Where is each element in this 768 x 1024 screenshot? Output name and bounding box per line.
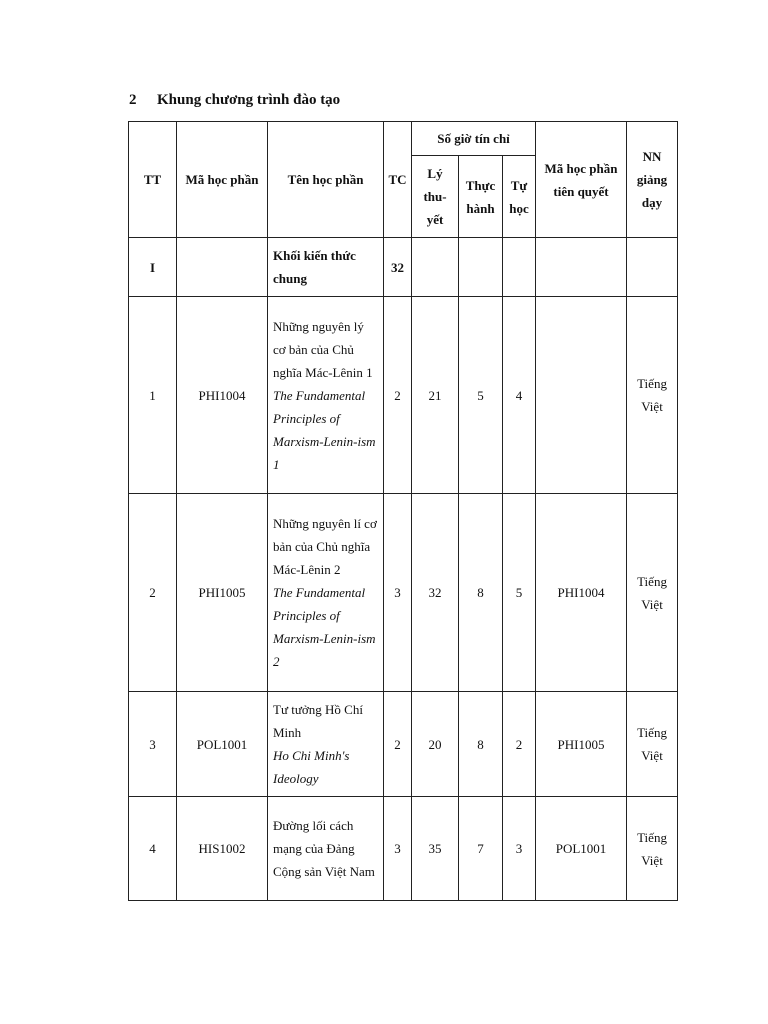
course-prereq bbox=[536, 297, 627, 494]
group-tt: I bbox=[129, 238, 177, 297]
header-code: Mã học phần bbox=[177, 122, 268, 238]
table-row bbox=[129, 797, 678, 901]
group-name: Khối kiến thức chung bbox=[268, 238, 384, 297]
table-row bbox=[129, 692, 678, 797]
course-name-en: Ho Chi Minh's Ideology bbox=[273, 748, 350, 786]
header-tt: TT bbox=[129, 122, 177, 238]
course-name-en: The Fundamental Principles of Marxism-Lenin-ism 1 bbox=[273, 387, 376, 472]
course-theory: 21 bbox=[412, 297, 459, 494]
course-prereq: PHI1004 bbox=[536, 494, 627, 692]
course-code: POL1001 bbox=[177, 692, 268, 797]
course-tt: 4 bbox=[129, 797, 177, 901]
course-theory: 35 bbox=[412, 797, 459, 901]
course-name bbox=[268, 494, 384, 692]
header-tc: TC bbox=[384, 122, 412, 238]
course-name-en: The Fundamental Principles of Marxism-Lenin-ism 2 bbox=[273, 585, 376, 669]
section-heading bbox=[129, 92, 340, 109]
header-self: Tự học bbox=[503, 156, 536, 238]
course-tc: 2 bbox=[384, 297, 412, 494]
table-row bbox=[129, 297, 678, 494]
course-code: PHI1005 bbox=[177, 494, 268, 692]
header-row bbox=[129, 122, 678, 156]
course-name bbox=[268, 692, 384, 797]
course-rows bbox=[129, 297, 678, 901]
table-row bbox=[129, 494, 678, 692]
header-theory: Lý thu-yết bbox=[412, 156, 459, 238]
group-row bbox=[129, 238, 678, 297]
course-name-vi: Tư tưởng Hồ Chí Minh bbox=[273, 702, 363, 740]
course-self: 5 bbox=[503, 494, 536, 692]
course-language: Tiếng Việt bbox=[627, 297, 678, 494]
course-name-vi: Những nguyên lý cơ bản của Chủ nghĩa Mác-Lênin 1 bbox=[273, 318, 373, 380]
course-name-vi: Những nguyên lí cơ bản của Chủ nghĩa Mác-Lênin 2 bbox=[273, 516, 377, 577]
course-language: Tiếng Việt bbox=[627, 494, 678, 692]
group-code bbox=[177, 238, 268, 297]
course-self: 3 bbox=[503, 797, 536, 901]
section-title: Khung chương trình đào tạo bbox=[157, 92, 341, 108]
header-practice: Thực hành bbox=[459, 156, 503, 238]
course-code: PHI1004 bbox=[177, 297, 268, 494]
course-tt: 2 bbox=[129, 494, 177, 692]
course-practice: 5 bbox=[459, 297, 503, 494]
header-prereq: Mã học phần tiên quyết bbox=[536, 122, 627, 238]
course-tc: 2 bbox=[384, 692, 412, 797]
course-theory: 20 bbox=[412, 692, 459, 797]
course-theory: 32 bbox=[412, 494, 459, 692]
course-tc: 3 bbox=[384, 797, 412, 901]
course-practice: 7 bbox=[459, 797, 503, 901]
course-self: 2 bbox=[503, 692, 536, 797]
course-practice: 8 bbox=[459, 494, 503, 692]
course-practice: 8 bbox=[459, 692, 503, 797]
course-name bbox=[268, 297, 384, 494]
course-prereq: POL1001 bbox=[536, 797, 627, 901]
course-language: Tiếng Việt bbox=[627, 797, 678, 901]
section-number: 2 bbox=[129, 92, 137, 108]
course-name-vi: Đường lối cách mạng của Đảng Cộng sản Việt Nam bbox=[273, 818, 375, 879]
course-self: 4 bbox=[503, 297, 536, 494]
course-code: HIS1002 bbox=[177, 797, 268, 901]
course-language: Tiếng Việt bbox=[627, 692, 678, 797]
header-language: NN giảng dạy bbox=[627, 122, 678, 238]
course-tt: 3 bbox=[129, 692, 177, 797]
course-prereq: PHI1005 bbox=[536, 692, 627, 797]
curriculum-table bbox=[128, 121, 678, 901]
course-tt: 1 bbox=[129, 297, 177, 494]
header-hours: Số giờ tín chỉ bbox=[412, 122, 536, 156]
course-tc: 3 bbox=[384, 494, 412, 692]
header-name: Tên học phần bbox=[268, 122, 384, 238]
course-name bbox=[268, 797, 384, 901]
group-tc: 32 bbox=[384, 238, 412, 297]
